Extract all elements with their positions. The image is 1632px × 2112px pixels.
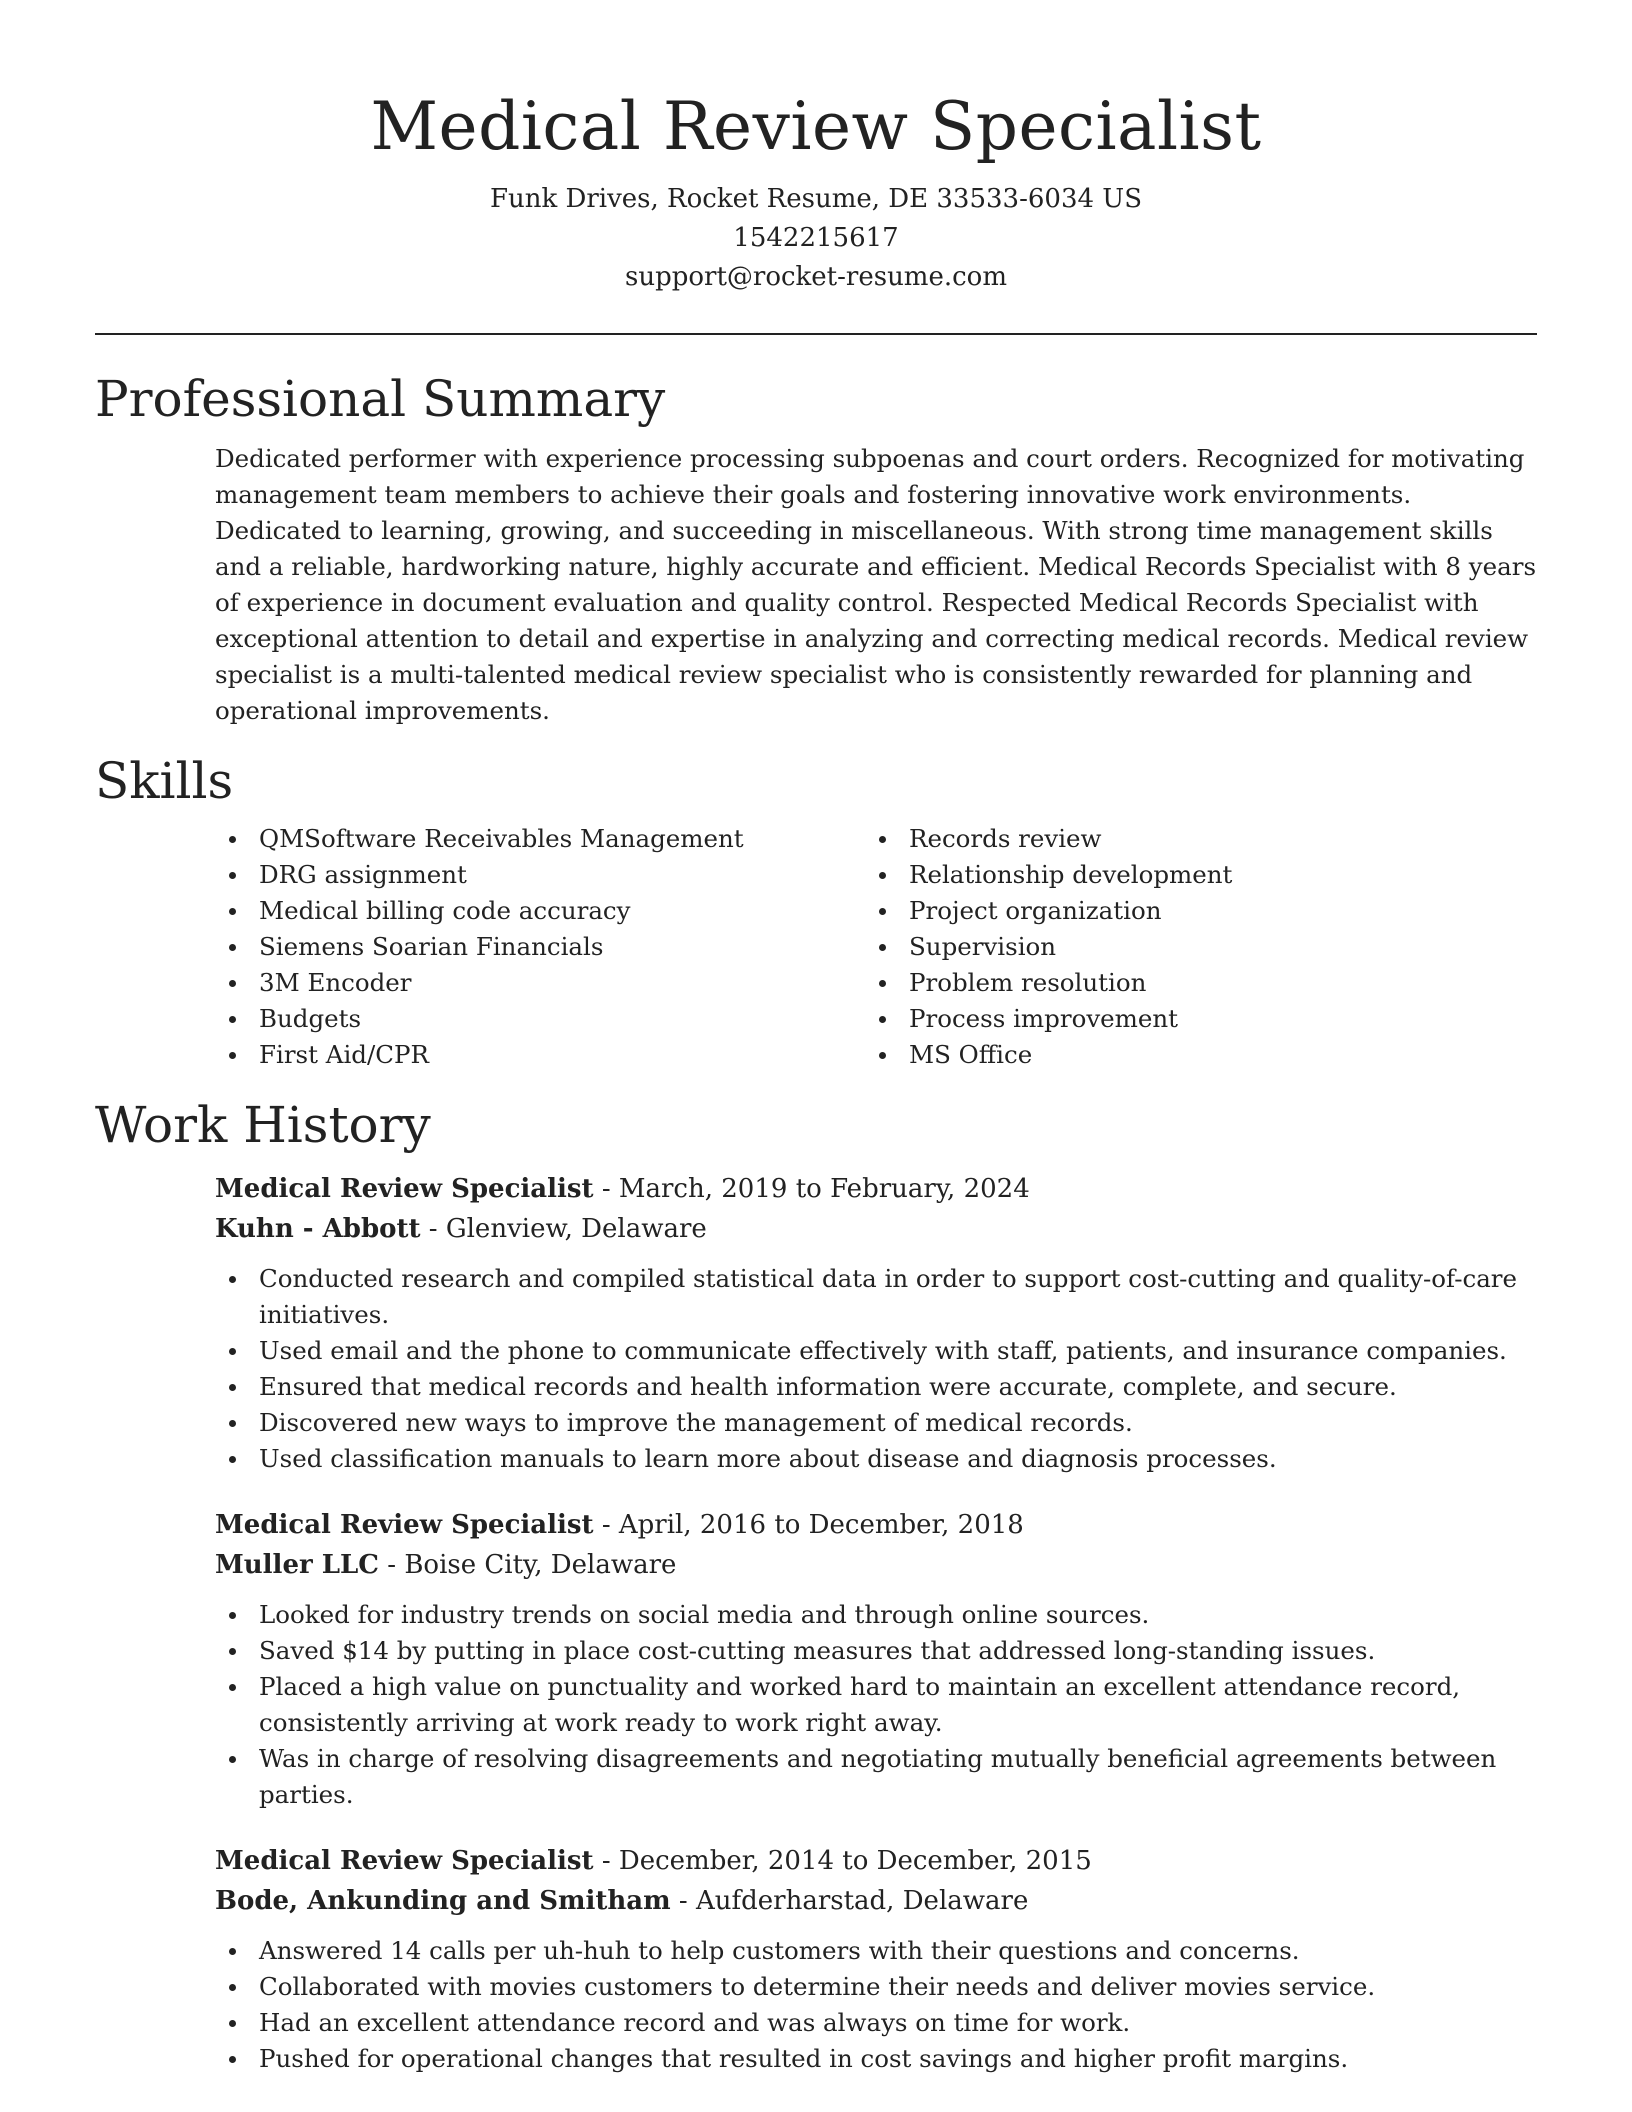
summary-heading: Professional Summary bbox=[95, 370, 666, 428]
job-location: - Aufderharstad, Delaware bbox=[670, 1886, 1029, 1916]
job-bullet: Had an excellent attendance record and was always on time for work. bbox=[215, 2005, 1537, 2041]
resume-name: Medical Review Specialist bbox=[370, 88, 1262, 165]
contact-email: support@rocket-resume.com bbox=[624, 262, 1007, 292]
job-dates: - March, 2019 to February, 2024 bbox=[593, 1174, 1030, 1204]
job-bullet: Ensured that medical records and health information were accurate, complete, and secure. bbox=[215, 1369, 1537, 1405]
skill-item: QMSoftware Receivables Management bbox=[215, 821, 865, 857]
skill-item: Budgets bbox=[215, 1001, 865, 1037]
job-bullet: Placed a high value on punctuality and worked hard to maintain an excellent attendance record, consistently arriving at work ready to work right away. bbox=[215, 1669, 1537, 1741]
job-entry bbox=[215, 1841, 1537, 2077]
skill-item: Process improvement bbox=[865, 1001, 1515, 1037]
skills-column-right bbox=[865, 821, 1515, 1073]
job-bullet: Was in charge of resolving disagreements and negotiating mutually beneficial agreements between parties. bbox=[215, 1741, 1537, 1813]
resume-header bbox=[95, 0, 1537, 297]
job-location: - Glenview, Delaware bbox=[420, 1214, 707, 1244]
header-divider bbox=[95, 333, 1537, 335]
job-location: - Boise City, Delaware bbox=[379, 1550, 677, 1580]
job-dates: - April, 2016 to December, 2018 bbox=[593, 1510, 1024, 1540]
skill-item: First Aid/CPR bbox=[215, 1037, 865, 1073]
skills-column-left bbox=[215, 821, 865, 1073]
job-entry bbox=[215, 1505, 1537, 1813]
contact-info bbox=[95, 180, 1537, 297]
skill-item: Problem resolution bbox=[865, 965, 1515, 1001]
skill-item: DRG assignment bbox=[215, 857, 865, 893]
job-company-line bbox=[215, 1545, 1537, 1585]
job-bullet: Saved $14 by putting in place cost-cutting measures that addressed long-standing issues. bbox=[215, 1633, 1537, 1669]
skill-item: Supervision bbox=[865, 929, 1515, 965]
job-bullet: Pushed for operational changes that resulted in cost savings and higher profit margins. bbox=[215, 2041, 1537, 2077]
job-bullet: Discovered new ways to improve the management of medical records. bbox=[215, 1405, 1537, 1441]
job-bullets bbox=[215, 1933, 1537, 2077]
job-bullet: Used email and the phone to communicate effectively with staff, patients, and insurance companies. bbox=[215, 1333, 1537, 1369]
skills-grid bbox=[215, 821, 1537, 1073]
job-bullet: Collaborated with movies customers to determine their needs and deliver movies service. bbox=[215, 1969, 1537, 2005]
skill-item: Relationship development bbox=[865, 857, 1515, 893]
summary-text: Dedicated performer with experience processing subpoenas and court orders. Recognized for motivating management team members to achieve their goals and fostering innovative work environments. Dedicated to learning, growing, and succeeding in miscellaneous. With strong time management skills and a reliable, hardworking nature, highly accurate and efficient. Medical Records Specialist with 8 years of experience in document evaluation and quality control. Respected Medical Records Specialist with exceptional attention to detail and expertise in analyzing and correcting medical records. Medical review specialist is a multi-talented medical review specialist who is consistently rewarded for planning and operational improvements. bbox=[215, 444, 1537, 725]
job-bullet: Used classification manuals to learn more about disease and diagnosis processes. bbox=[215, 1441, 1537, 1477]
skill-item: MS Office bbox=[865, 1037, 1515, 1073]
job-position: Medical Review Specialist bbox=[215, 1846, 594, 1876]
job-company: Bode, Ankunding and Smitham bbox=[215, 1886, 671, 1916]
job-title-line bbox=[215, 1169, 1537, 1209]
job-bullet: Conducted research and compiled statistical data in order to support cost-cutting and quality-of-care initiatives. bbox=[215, 1261, 1537, 1333]
job-title-line bbox=[215, 1841, 1537, 1881]
job-position: Medical Review Specialist bbox=[215, 1510, 594, 1540]
job-bullets bbox=[215, 1597, 1537, 1813]
skill-item: Records review bbox=[865, 821, 1515, 857]
skill-item: Medical billing code accuracy bbox=[215, 893, 865, 929]
skill-item: Project organization bbox=[865, 893, 1515, 929]
job-bullets bbox=[215, 1261, 1537, 1477]
skill-item: Siemens Soarian Financials bbox=[215, 929, 865, 965]
job-entry bbox=[215, 1169, 1537, 1477]
work-history-heading: Work History bbox=[95, 1096, 431, 1154]
job-company: Kuhn - Abbott bbox=[215, 1214, 421, 1244]
skill-item: 3M Encoder bbox=[215, 965, 865, 1001]
job-position: Medical Review Specialist bbox=[215, 1174, 594, 1204]
skills-heading: Skills bbox=[95, 752, 234, 810]
job-company: Muller LLC bbox=[215, 1550, 379, 1580]
job-title-line bbox=[215, 1505, 1537, 1545]
contact-address: Funk Drives, Rocket Resume, DE 33533-6034 US bbox=[489, 184, 1143, 214]
job-company-line bbox=[215, 1209, 1537, 1249]
job-bullet: Answered 14 calls per uh-huh to help customers with their questions and concerns. bbox=[215, 1933, 1537, 1969]
job-dates: - December, 2014 to December, 2015 bbox=[593, 1846, 1092, 1876]
job-bullet: Looked for industry trends on social media and through online sources. bbox=[215, 1597, 1537, 1633]
contact-phone: 1542215617 bbox=[733, 223, 899, 253]
job-company-line bbox=[215, 1881, 1537, 1921]
